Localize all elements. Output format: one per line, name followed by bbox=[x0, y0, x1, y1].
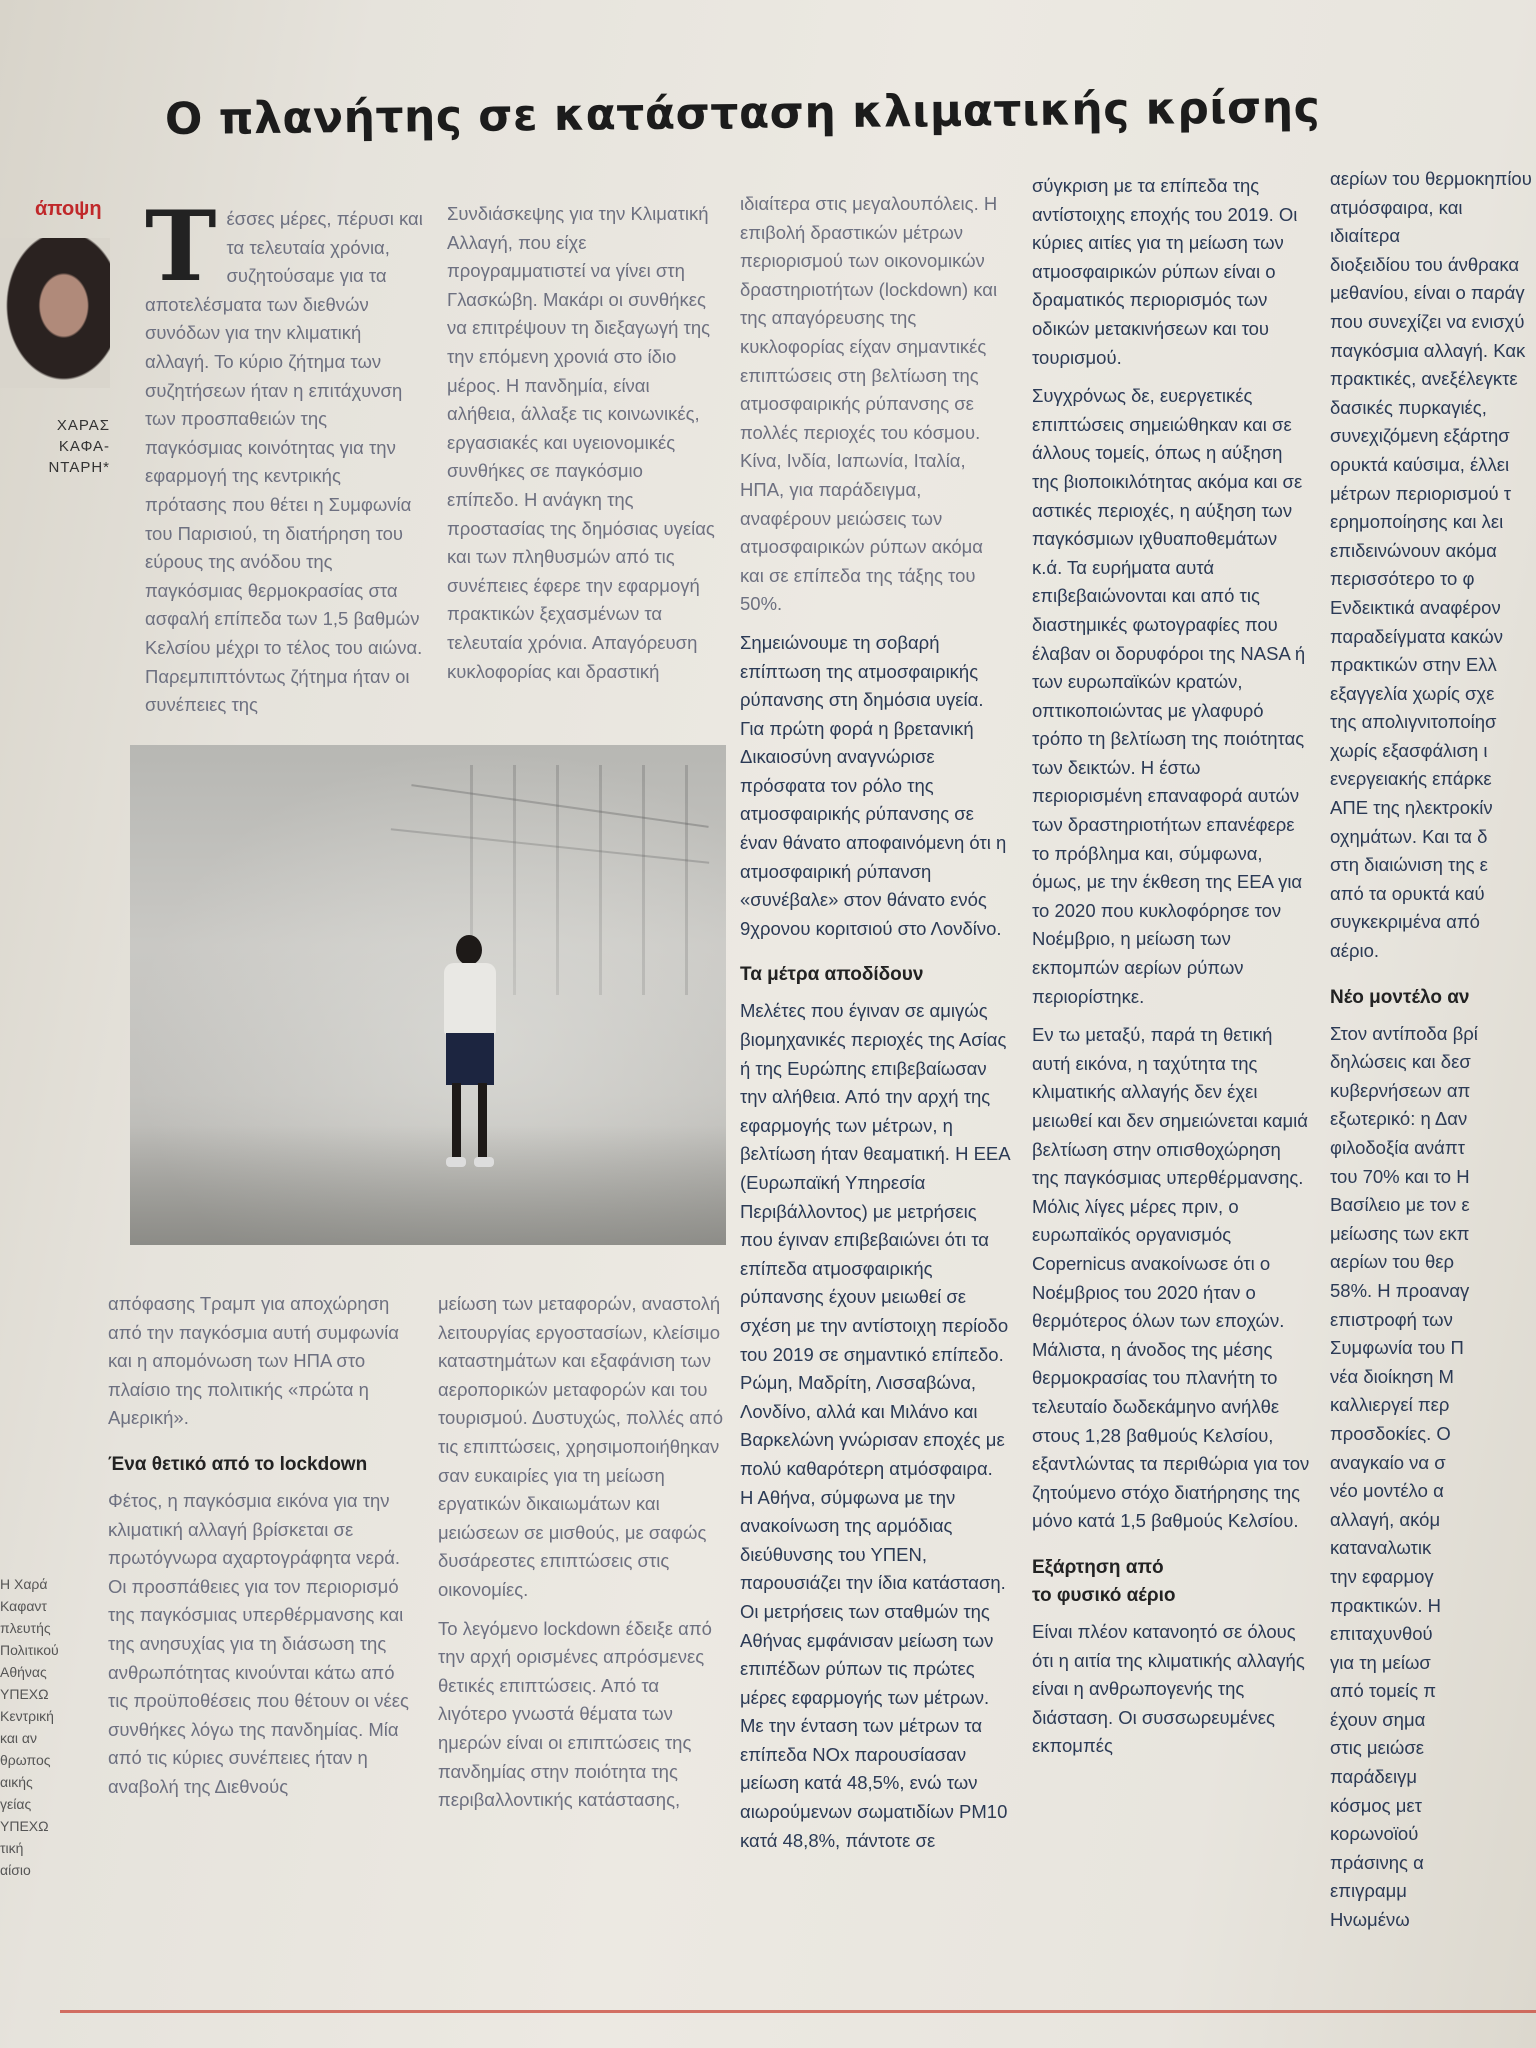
paragraph: Μελέτες που έγιναν σε αμιγώς βιομηχανικές περιοχές της Ασίας ή της Ευρώπης επιβεβαίωσαν την αλήθεια. Από την αρχή της εφαρμογής των μέτρων, η βελτίωση ήταν θεαματική. Η ΕΕΑ (Ευρωπαϊκή Υπηρεσία Περιβάλλοντος) με μετρήσεις που έγιναν επιβεβαιώνει ότι τα επίπεδα ατμοσφαιρικής ρύπανσης έχουν μειωθεί σε σχέση με την αντίστοιχη περίοδο του 2019 σε σημαντικό επίπεδο. Ρώμη, Μαδρίτη, Λισσαβώνα, Λονδίνο, αλλά και Μιλάνο και Βαρκελώνη γνώρισαν εποχές με πολύ καθαρότερη ατμόσφαιρα. Η Αθήνα, σύμφωνα με την ανακοίνωση της αρμόδιας διεύθυνσης του ΥΠΕΝ, παρουσιάζει την ίδια κατάσταση. Οι μετρήσεις των σταθμών της Αθήνας εμφάνισαν μείωση των επιπέδων ρύπων τις πρώτες μέρες εφαρμογής των μέτρων. Με την ένταση των μέτρων τα επίπεδα NOx παρουσίασαν μείωση κατά 48,5%, ενώ των αιωρούμενων σωματιδίων PM10 κατά 48,8%, πάντοτε σε bbox=[740, 1000, 1010, 1851]
subheading: Νέο μοντέλο αν bbox=[1330, 986, 1470, 1008]
column-2-top bbox=[447, 200, 717, 696]
paragraph: Φέτος, η παγκόσμια εικόνα για την κλιματική αλλαγή βρίσκεται σε πρωτόγνωρα αχαρτογράφητα νερά. Οι προσπάθειες για τον περιορισμό της παγκόσμιας υπερθέρμανσης και της ανησυχίας για τη διάσωση της ανθρωπότητας κινούνται κάτω από τις προϋποθέσεις που θέτουν οι νέες συνθήκες λόγω της πανδημίας. Μία από τις κύριες συνέπειες ήταν η αναβολή της Διεθνούς bbox=[108, 1489, 409, 1797]
subheading: Τα μέτρα αποδίδουν bbox=[740, 964, 924, 986]
column-5 bbox=[1330, 165, 1536, 1945]
figure-part bbox=[446, 1157, 466, 1167]
paragraph: Είναι πλέον κατανοητό σε όλους ότι η αιτία της κλιματικής αλλαγής είναι η ανθρωπογενής της διάσταση. Οι συσσωρευμένες εκπομπές bbox=[1032, 1620, 1305, 1757]
subheading: Εξάρτηση από το φυσικό αέριο bbox=[1032, 1556, 1176, 1606]
paragraph: Σημειώνουμε τη σοβαρή επίπτωση της ατμοσφαιρικής ρύπανσης στη δημόσια υγεία. Για πρώτη φορά η βρετανική Δικαιοσύνη αναγνώρισε πρόσφατα τον ρόλο της ατμοσφαιρικής ρύπανσης σε έναν θάνατο αποφαινόμενη ότι η ατμοσφαιρική ρύπανση «συνέβαλε» στον θάνατο ενός 9χρονου κοριτσιού στο Λονδίνο. bbox=[740, 631, 1007, 939]
margin-note: Η Χαρά Καφαντ πλευτής Πολιτικού Αθήνας ΥΠΕΧΩ Κεντρική και αν θρωπος αικής γείας ΥΠΕΧΩ τική αίσιο bbox=[0, 1576, 59, 1878]
section-label: άποψη bbox=[35, 198, 102, 220]
photo-road bbox=[130, 1125, 726, 1245]
paragraph: μείωση των μεταφορών, αναστολή λειτουργίας εργοστασίων, κλείσιμο καταστημάτων και εξαφάνιση των αεροπορικών μεταφορών και του τουρισμού. Δυστυχώς, πολλές από τις επιπτώσεις, χρησιμοποιήθηκαν σαν ευκαιρίες για τη μείωση εργατικών δικαιωμάτων και μειώσεων σε μισθούς, με σαφώς δυσάρεστες επιπτώσεις στις οικονομίες. bbox=[438, 1293, 723, 1600]
bottom-rule bbox=[60, 2010, 1536, 2013]
subheading: Ένα θετικό από το lockdown bbox=[108, 1453, 368, 1475]
column-1-bottom bbox=[108, 1290, 414, 1812]
figure-part bbox=[444, 963, 496, 1035]
paragraph: απόφασης Τραμπ για αποχώρηση από την παγκόσμια αυτή συμφωνία και η απομόνωση των ΗΠΑ στο πλαίσιο της πολιτικής «πρώτα η Αμερική». bbox=[108, 1293, 399, 1429]
paragraph: Στον αντίποδα βρί δηλώσεις και δεσ κυβερνήσεων απ εξωτερικό: η Δαν φιλοδοξία ανάπτ του 70% και το Η Βασίλειο με τον ε μείωσης των εκπ αερίων του θερ 58%. Η προαναγ επιστροφή των Συμφωνία του Π νέα διοίκηση Μ καλλιεργεί περ προσδοκίες. Ο αναγκαίο να σ νέο μοντέλο α αλλαγή, ακόμ καταναλωτικ την εφαρμογ πρακτικών. Η επιταχυνθού για τη μείωσ από τομείς π έχουν σημα στις μειώσε παράδειγμ κόσμος μετ κορωνοϊού πράσινης α επιγραμμ Ηνωμένω bbox=[1330, 1022, 1478, 1931]
paragraph: σύγκριση με τα επίπεδα της αντίστοιχης εποχής του 2019. Οι κύριες αιτίες για τη μείωση των ατμοσφαιρικών ρύπων είναι ο δραματικός περιορισμός των οδικών μετακινήσεων και του τουρισμού. bbox=[1032, 175, 1298, 368]
figure-part bbox=[478, 1083, 487, 1158]
author-name: ΧΑΡΑΣ ΚΑΦΑ- ΝΤΑΡΗ* bbox=[48, 417, 110, 476]
author-photo bbox=[0, 238, 110, 388]
column-2-bottom bbox=[438, 1290, 724, 1825]
photo-child-figure bbox=[430, 935, 510, 1185]
paragraph: Εν τω μεταξύ, παρά τη θετική αυτή εικόνα, η ταχύτητα της κλιματικής αλλαγής δεν έχει μειωθεί και δεν σημειώνεται καμιά βελτίωση στην οπισθοχώρηση της παγκόσμιας υπερθέρμανσης. Μόλις λίγες μέρες πριν, ο ευρωπαϊκός οργανισμός Copernicus ανακοίνωσε ότι ο Νοέμβριος του 2020 ήταν ο θερμότερος όλων των εποχών. Μάλιστα, η άνοδος της μέσης θερμοκρασίας του πλανήτη το τελευταίο δωδεκάμηνο ανήλθε στους 1,28 βαθμούς Κελσίου, εξαντλώντας τα περιθώρια για τον ζητούμενο στόχο διατήρησης της μόνο κατά 1,5 βαθμούς Κελσίου. bbox=[1032, 1024, 1310, 1532]
paragraph: Συγχρόνως δε, ευεργετικές επιπτώσεις σημειώθηκαν και σε άλλους τομείς, όπως η αύξηση της βιοποικιλότητας ακόμα και σε αστικές περιοχές, η αύξηση των παγκόσμιων ιχθυαποθεμάτων κ.ά. Τα ευρήματα αυτά επιβεβαιώνονται και από τις διαστημικές φωτογραφίες που έλαβαν οι δορυφόροι της NASA ή των ευρωπαϊκών κρατών, οπτικοποιώντας με γλαφυρό τρόπο τη βελτίωση της ποιότητας των δεικτών. Η έστω περιορισμένη επαναφορά αυτών των δραστηριοτήτων επανέφερε το πρόβλημα και, σύμφωνα, όμως, με την έκθεση της ΕΕΑ για το 2020 που κυκλοφόρησε τον Νοέμβριο, η μείωση των εκπομπών αερίων ρύπων περιορίστηκε. bbox=[1032, 385, 1306, 1007]
paragraph: ιδιαίτερα στις μεγαλουπόλεις. Η επιβολή δραστικών μέτρων περιορισμού των οικονομικών δραστηριοτήτων (lockdown) και της απαγόρευσης της κυκλοφορίας είχαν σημαντικές επιπτώσεις στη βελτίωση της ατμοσφαιρικής ρύπανσης σε πολλές περιοχές του κόσμου. Κίνα, Ινδία, Ιαπωνία, Ιταλία, ΗΠΑ, για παράδειγμα, αναφέρουν μειώσεις των ατμοσφαιρικών ρύπων ακόμα και σε επίπεδα της τάξης του 50%. bbox=[740, 193, 998, 615]
figure-part bbox=[456, 935, 482, 965]
paragraph: αερίων του θερμοκηπίου ατμόσφαιρα, και ιδιαίτερα διοξειδίου του άνθρακα μεθανίου, είναι ο παράγ που συνεχίζει να ενισχύ παγκόσμια αλλαγή. Κακ πρακτικές, ανεξέλεγκτε δασικές πυρκαγιές, συνεχιζόμενη εξάρτησ ορυκτά καύσιμα, έλλει μέτρων περιορισμού τ ερημοποίησης και λει επιδεινώνουν ακόμα περισσότερο το φ Ενδεικτικά αναφέρον παραδείγματα κακών πρακτικών στην Ελλ εξαγγελία χωρίς σχε της απολιγνιτοποίησ χωρίς εξασφάλιση ι ενεργειακής επάρκε ΑΠΕ της ηλεκτροκίν οχημάτων. Και τα δ στη διαιώνιση της ε από τα ορυκτά καύ συγκεκριμένα από αέριο. bbox=[1330, 168, 1532, 962]
article-title: Ο πλανήτης σε κατάσταση κλιματικής κρίσης bbox=[164, 81, 1321, 146]
figure-part bbox=[452, 1083, 461, 1158]
drop-cap: Τ bbox=[145, 190, 217, 303]
column-1-top bbox=[145, 190, 427, 730]
figure-part bbox=[474, 1157, 494, 1167]
column-4 bbox=[1032, 172, 1310, 1771]
article-photo-smog-child bbox=[130, 745, 726, 1245]
paragraph: Το λεγόμενο lockdown έδειξε από την αρχή ορισμένες απρόσμενες θετικές επιπτώσεις. Από τα λιγότερο γνωστά θέματα των ημερών είναι οι επιπτώσεις της πανδημίας στην ποιότητα της περιβαλλοντικής κατάστασης, bbox=[438, 1617, 712, 1811]
figure-part bbox=[446, 1033, 494, 1085]
paragraph: Συνδιάσκεψης για την Κλιματική Αλλαγή, που είχε προγραμματιστεί να γίνει στη Γλασκώβη. Μακάρι οι συνθήκες να επιτρέψουν τη διεξαγωγή της την επόμενη χρονιά στο ίδιο μέρος. Η πανδημία, είναι αλήθεια, άλλαξε τις κοινωνικές, εργασιακές και υγειονομικές συνθήκες σε παγκόσμιο επίπεδο. Η ανάγκη της προστασίας της δημόσιας υγείας και των πληθυσμών από τις συνέπειες έφερε την εφαρμογή πρακτικών ξεχασμένων τα τελευταία χρόνια. Απαγόρευση κυκλοφορίας και δραστική bbox=[447, 203, 715, 682]
paragraph: έσσες μέρες, πέρυσι και τα τελευταία χρόνια, συζητούσαμε για τα αποτελέσματα των διεθνών συνόδων για την κλιματική αλλαγή. Το κύριο ζήτημα των συζητήσεων ήταν η επιτάχυνση των προσπαθειών της παγκόσμιας κοινότητας για την εφαρμογή της κεντρικής πρότασης που θέτει η Συμφωνία του Παρισιού, τη διατήρηση του εύρους της ανόδου της παγκόσμιας θερμοκρασίας στα ασφαλή επίπεδα των 1,5 βαθμών Κελσίου μέχρι το τέλος του αιώνα. Παρεμπιπτόντως ζήτημα ήταν οι συνέπειες της bbox=[145, 208, 423, 716]
column-3 bbox=[740, 190, 1010, 1865]
